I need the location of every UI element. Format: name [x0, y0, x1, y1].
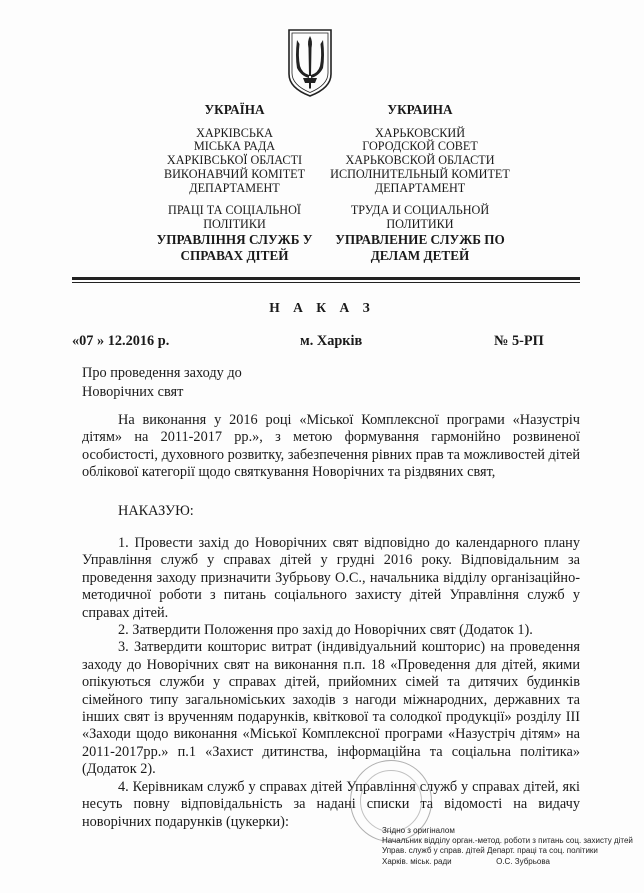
certification-signer — [382, 857, 637, 868]
org-line: ХАРЬКОВСКОЙ ОБЛАСТИ — [345, 153, 495, 168]
dept-line: ПОЛІТИКИ — [203, 217, 266, 232]
country-ua: УКРАЇНА — [204, 102, 265, 117]
certification-org: Харків. міськ. ради — [382, 857, 452, 866]
order-word: НАКАЗУЮ: — [118, 503, 194, 519]
org-line: ГОРОДСКОЙ СОВЕТ — [362, 139, 478, 154]
preamble-text: На виконання у 2016 році «Міської Комплексної програми «Назустріч дітям» на 2011-2017 рр.», з метою формування гармонійно розвиненої особистості, духовного розвитку, забезпечення рівних прав та можливостей дітей облікової категорії щодо святкування Новорічних та різдвяних свят, — [82, 412, 580, 481]
dept-line: ПРАЦІ ТА СОЦІАЛЬНОЇ — [168, 203, 301, 218]
unit-line: ДЕЛАМ ДЕТЕЙ — [370, 247, 470, 263]
document-date: «07 » 12.2016 р. — [72, 333, 170, 349]
order-item: 2. Затвердити Положення про захід до Новорічних свят (Додаток 1). — [118, 622, 533, 639]
org-line: ХАРКІВСЬКА — [196, 125, 273, 140]
unit-line: УПРАВЛІННЯ СЛУЖБ У — [156, 232, 313, 248]
certification-line: Управ. служб у справ. дітей Департ. праці та соц. політики — [382, 846, 598, 855]
country-ru: УКРАИНА — [387, 102, 453, 117]
dept-line: ТРУДА И СОЦИАЛЬНОЙ — [350, 203, 490, 218]
trident-emblem-icon — [285, 26, 335, 98]
header-left-column — [142, 102, 327, 263]
org-line: ДЕПАРТАМЕНТ — [374, 180, 466, 195]
order-item: 3. Затвердити кошторис витрат (індивідуальний кошторис) на проведення заходу до Новорічних свят на виконання п.п. 18 «Проведення для дітей, якими опікуються служби у справах дітей, прийомних сімей та дитячих будинків сімейного типу загальноміських заходів з нагоди міжнародних, державних та інших свят із врученням подарунків, квіткової та солодкої продукції» розділу ІІІ «Заходи щодо виконання «Міської Комплексної програми «Назустріч дітям» на 2011-2017рр.» п.1 «Захист дитинства, інформаційна та соціальна політика» (Додаток 2). — [82, 639, 580, 778]
header-divider-thin — [72, 282, 580, 283]
unit-line: УПРАВЛЕНИЕ СЛУЖБ ПО — [335, 232, 505, 248]
order-item: 4. Керівникам служб у справах дітей Управління служб у справах дітей, які несуть повну відповідальність за надані списки та відомості на видачу новорічних подарунків (цукерки): — [82, 778, 580, 830]
order-items — [82, 535, 580, 831]
org-line: ХАРКІВСЬКОЇ ОБЛАСТІ — [166, 153, 303, 168]
unit-line: СПРАВАХ ДІТЕЙ — [180, 247, 289, 263]
certification-line: Згідно з оригіналом — [382, 826, 455, 835]
document-place: м. Харків — [300, 333, 363, 349]
org-line: ВИКОНАВЧИЙ КОМІТЕТ — [163, 166, 306, 181]
header-right-column — [325, 102, 515, 263]
org-line: МІСЬКА РАДА — [193, 139, 276, 154]
subject-line: Про проведення заходу до — [82, 365, 242, 381]
org-line: ДЕПАРТАМЕНТ — [189, 180, 280, 195]
document-number: № 5-РП — [494, 333, 544, 349]
subject-line: Новорічних свят — [82, 383, 184, 400]
preamble — [82, 412, 580, 482]
certification-line: Начальник відділу орган.-метод. роботи з питань соц. захисту дітей — [382, 836, 633, 845]
seal-stamp-inner — [360, 770, 422, 832]
org-line: ХАРЬКОВСКИЙ — [375, 125, 465, 140]
document-type-title: Н А К А З — [269, 300, 375, 315]
document-subject — [82, 364, 282, 401]
order-item: 1. Провести захід до Новорічних свят відповідно до календарного плану Управління служб у справах дітей у грудні 2016 року. Відповідальним за проведення заходу призначити Зубрьову О.С., начальника відділу організаційно-методичної роботи з питань соціального захисту дітей Управління служб у справах дітей. — [82, 535, 580, 621]
header-divider-thick — [72, 277, 580, 280]
signer-name: О.С. Зубрьова — [496, 857, 550, 866]
org-line: ИСПОЛНИТЕЛЬНЫЙ КОМИТЕТ — [330, 166, 510, 181]
dept-line: ПОЛИТИКИ — [386, 217, 454, 232]
